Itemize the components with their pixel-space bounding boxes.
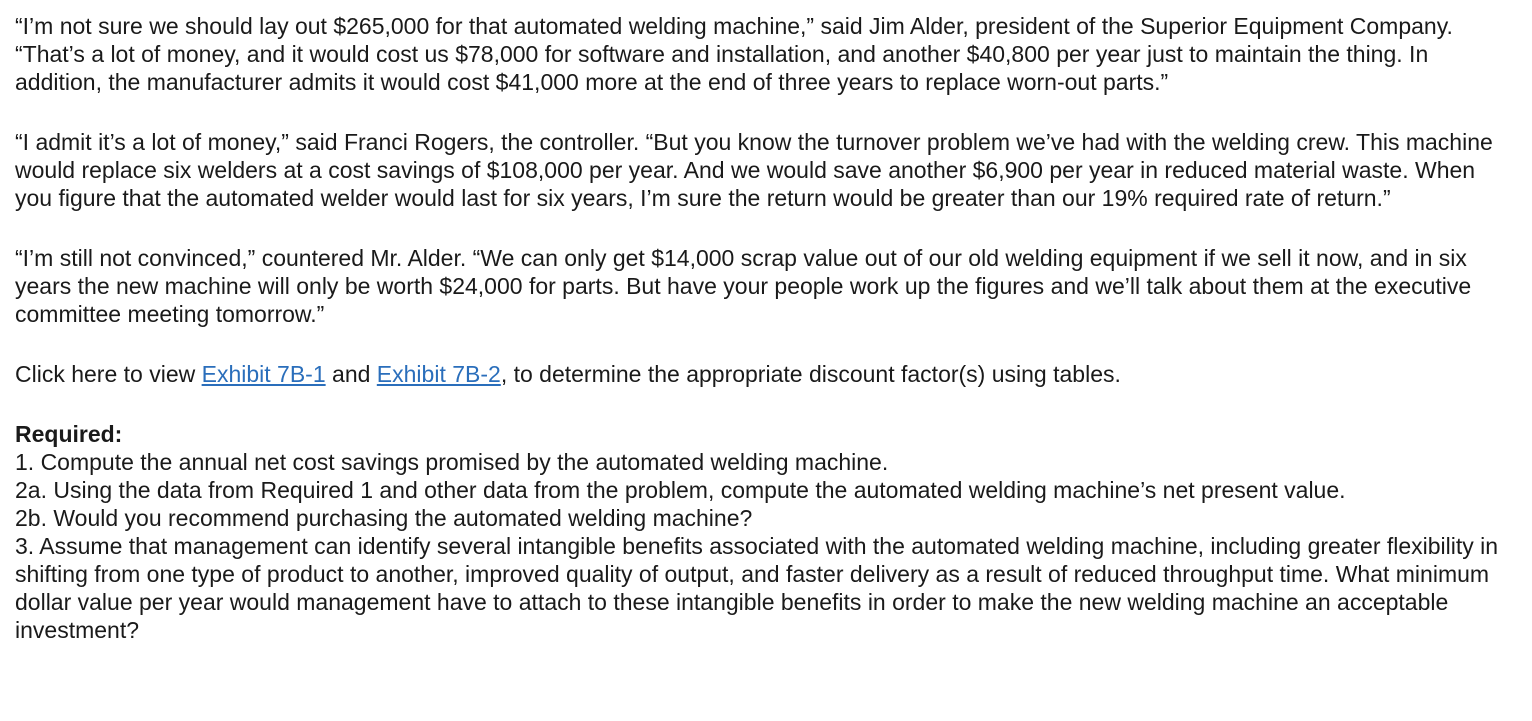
required-item-2a: 2a. Using the data from Required 1 and other data from the problem, compute the automated welding machine’s net present value. bbox=[15, 477, 1346, 503]
paragraph-rogers-statement: “I admit it’s a lot of money,” said Franci Rogers, the controller. “But you know the turnover problem we’ve had with the welding crew. This machine would replace six welders at a cost savings of $108,000 per year. And we would save another $6,900 per year in reduced material waste. When you figure that the automated welder would last for six years, I’m sure the return would be greater than our 19% required rate of return.” bbox=[15, 129, 1493, 211]
required-item-1: 1. Compute the annual net cost savings promised by the automated welding machine. bbox=[15, 449, 889, 475]
required-item-2b: 2b. Would you recommend purchasing the automated welding machine? bbox=[15, 505, 753, 531]
exhibit-instructions bbox=[15, 360, 1518, 388]
exhibit-suffix-text: , to determine the appropriate discount factor(s) using tables. bbox=[500, 361, 1121, 387]
paragraph-alder-statement: “I’m not sure we should lay out $265,000 for that automated welding machine,” said Jim Alder, president of the Superior Equipment Company. “That’s a lot of money, and it would cost us $78,000 for software and installation, and another $40,800 per year just to maintain the thing. In addition, the manufacturer admits it would cost $41,000 more at the end of three years to replace worn-out parts.” bbox=[15, 13, 1453, 95]
exhibit-prefix-text: Click here to view bbox=[15, 361, 202, 387]
required-heading: Required: bbox=[15, 421, 123, 447]
exhibit-7b-2-link[interactable]: Exhibit 7B-2 bbox=[376, 361, 501, 387]
required-item-3: 3. Assume that management can identify several intangible benefits associated with the automated welding machine, including greater flexibility in shifting from one type of product to another, improved quality of output, and faster delivery as a result of reduced throughput time. What minimum dollar value per year would management have to attach to these intangible benefits in order to make the new welding machine an acceptable investment? bbox=[15, 533, 1499, 643]
required-list bbox=[15, 448, 1518, 644]
exhibit-middle-text: and bbox=[325, 361, 377, 387]
exhibit-7b-1-link[interactable]: Exhibit 7B-1 bbox=[201, 361, 326, 387]
required-section bbox=[15, 420, 1518, 644]
paragraph-alder-reply: “I’m still not convinced,” countered Mr. Alder. “We can only get $14,000 scrap value out of our old welding equipment if we sell it now, and in six years the new machine will only be worth $24,000 for parts. But have your people work up the figures and we’ll talk about them at the executive committee meeting tomorrow.” bbox=[15, 245, 1472, 327]
